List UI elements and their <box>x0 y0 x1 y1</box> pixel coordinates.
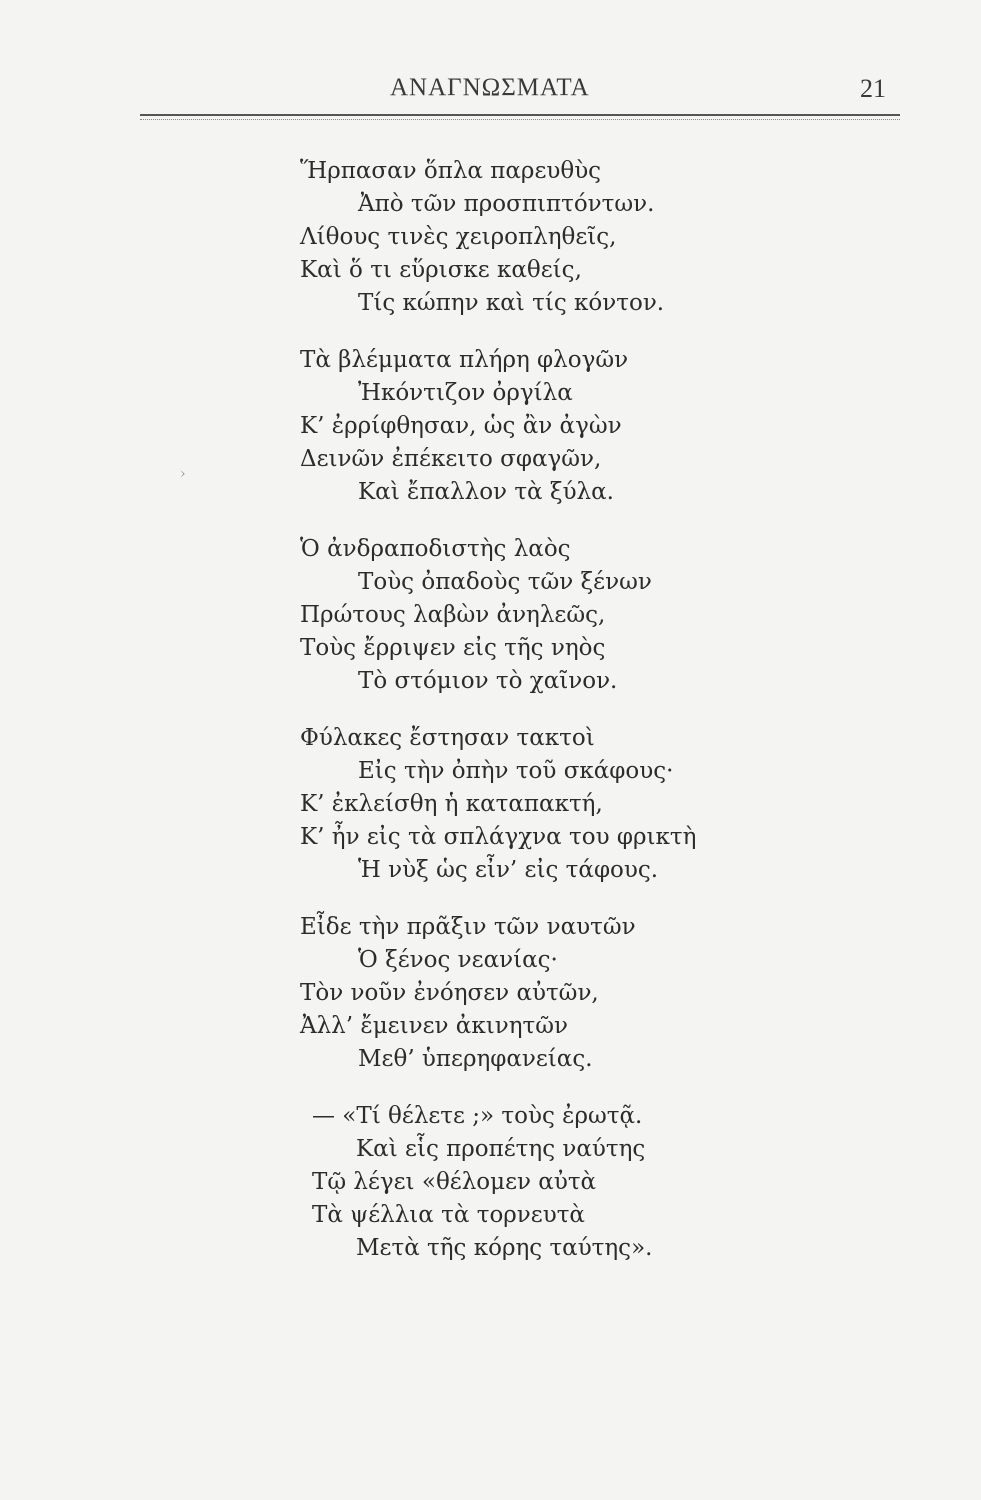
poem-line: Τὸν νοῦν ἐνόησεν αὐτῶν, <box>300 980 599 1006</box>
poem-line: Λίθους τινὲς χειροπληθεῖς, <box>300 224 617 250</box>
poem-line: Ἀπὸ τῶν προσπιπτόντων. <box>358 191 655 217</box>
poem-line: Τὰ βλέμματα πλήρη φλογῶν <box>300 347 629 373</box>
poem-line: Κ’ ἐκλείσθη ἡ καταπακτή, <box>300 791 603 817</box>
poem-line: Κ’ ἦν εἰς τὰ σπλάγχνα του φρικτὴ <box>300 824 697 850</box>
poem-line: Τοὺς ὀπαδοὺς τῶν ξένων <box>358 569 652 595</box>
poem-line: Εἰς τὴν ὀπὴν τοῦ σκάφους· <box>358 758 674 784</box>
margin-mark: › <box>180 466 186 482</box>
header-rule <box>140 114 900 116</box>
running-title: ΑΝΑΓΝΩΣΜΑΤΑ <box>390 74 590 101</box>
poem-line: Καὶ ὅ τι εὕρισκε καθείς, <box>300 257 582 283</box>
header-rule-dotted <box>140 119 900 120</box>
poem-line: Ἥρπασαν ὅπλα παρευθὺς <box>300 158 602 184</box>
poem-line: Τὸ στόμιον τὸ χαῖνον. <box>358 668 618 694</box>
poem-line: — «Τί θέλετε ;» τοὺς ἐρωτᾷ. <box>312 1103 643 1129</box>
poem-line: Μετὰ τῆς κόρης ταύτης». <box>356 1235 653 1261</box>
poem-line: Καὶ εἷς προπέτης ναύτης <box>356 1136 646 1162</box>
poem-line: Τὰ ψέλλια τὰ τορνευτὰ <box>312 1202 585 1228</box>
poem-line: Ἠκόντιζον ὀργίλα <box>358 380 573 406</box>
poem-line: Πρώτους λαβὼν ἀνηλεῶς, <box>300 602 606 628</box>
stanza-4 <box>0 722 981 887</box>
poem-line: Ὁ ἀνδραποδιστὴς λαὸς <box>300 536 571 562</box>
stanza-3 <box>0 533 981 698</box>
running-header <box>0 70 981 110</box>
poem-line: Τῷ λέγει «θέλομεν αὐτὰ <box>312 1169 597 1195</box>
stanza-6 <box>0 1100 981 1265</box>
poem-line: Φύλακες ἔστησαν τακτοὶ <box>300 725 595 751</box>
poem-line: Ἀλλ’ ἔμεινεν ἀκινητῶν <box>300 1013 568 1039</box>
poem-line: Δεινῶν ἐπέκειτο σφαγῶν, <box>300 446 602 472</box>
stanza-5 <box>0 911 981 1076</box>
poem-line: Κ’ ἐρρίφθησαν, ὡς ἂν ἀγὼν <box>300 413 622 439</box>
page-number: 21 <box>860 74 886 103</box>
poem-line: Τίς κώπην καὶ τίς κόντον. <box>358 290 665 316</box>
stanza-2 <box>0 344 981 509</box>
poem-body <box>0 155 981 1289</box>
poem-line: Ἡ νὺξ ὡς εἶν’ εἰς τάφους. <box>358 857 659 883</box>
poem-line: Εἶδε τὴν πρᾶξιν τῶν ναυτῶν <box>300 914 636 940</box>
poem-line: Καὶ ἔπαλλον τὰ ξύλα. <box>358 479 614 505</box>
poem-line: Μεθ’ ὑπερηφανείας. <box>358 1046 593 1072</box>
poem-line: Τοὺς ἔρριψεν εἰς τῆς νηὸς <box>300 635 606 661</box>
stanza-1 <box>0 155 981 320</box>
poem-line: Ὁ ξένος νεανίας· <box>358 947 558 973</box>
